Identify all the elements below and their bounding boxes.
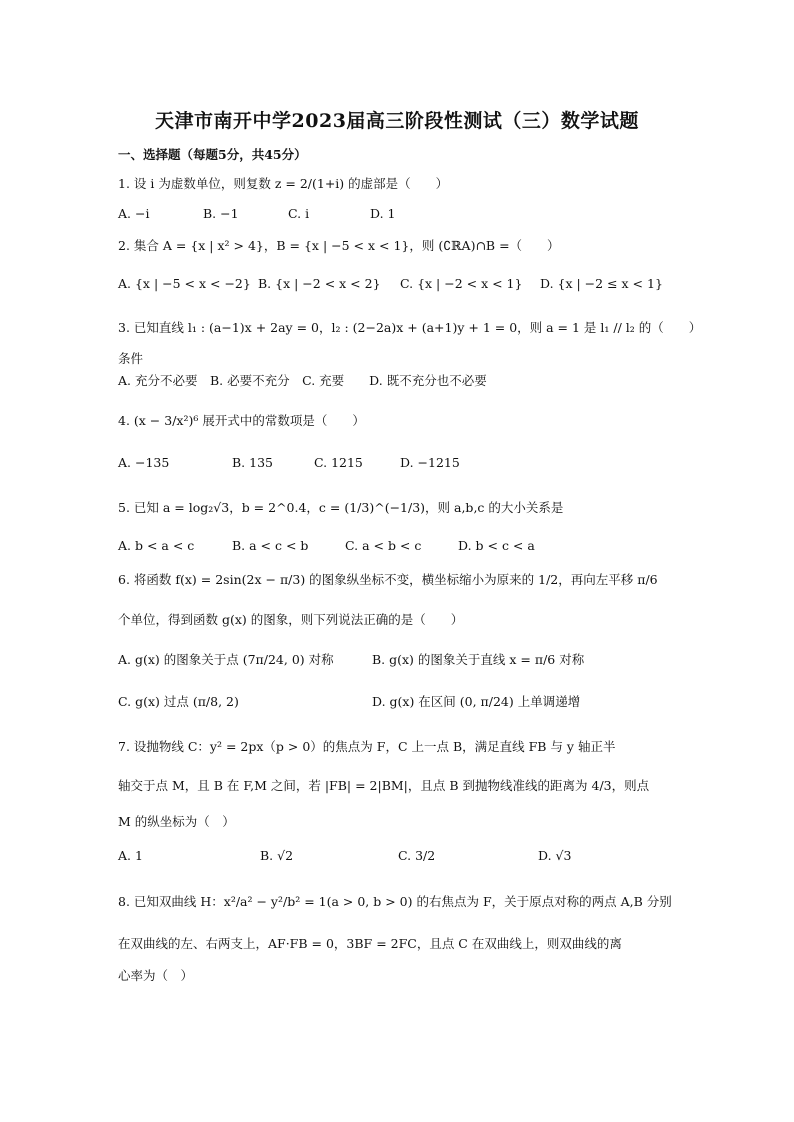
question-4-stem: 4. (x − 3/x²)⁶ 展开式中的常数项是（ ）: [118, 413, 365, 428]
question-4-option-c: C. 1215: [314, 455, 363, 470]
question-5-option-b: B. a < c < b: [232, 538, 309, 553]
question-1-option-d: D. 1: [370, 206, 396, 221]
question-5-option-c: C. a < b < c: [345, 538, 422, 553]
question-6-option-a: A. g(x) 的图象关于点 (7π/24, 0) 对称: [118, 652, 334, 667]
question-7-stem: 7. 设抛物线 C：y² = 2px（p > 0）的焦点为 F，C 上一点 B，满足直线 FB 与 y 轴正半: [118, 739, 616, 754]
question-2-option-b: B. {x | −2 < x < 2}: [258, 276, 381, 291]
question-1-option-a: A. −i: [118, 206, 150, 221]
question-7-option-d: D. √3: [538, 848, 572, 863]
section-heading: 一、选择题（每题5分，共45分）: [118, 147, 307, 162]
question-4-option-b: B. 135: [232, 455, 273, 470]
question-7-continuation-2: M 的纵坐标为（ ）: [118, 814, 235, 829]
question-3-stem: 3. 已知直线 l₁ : (a−1)x + 2ay = 0，l₂ : (2−2a)x + (a+1)y + 1 = 0，则 a = 1 是 l₁ // l₂ 的（ ）: [118, 320, 702, 335]
question-5-option-a: A. b < a < c: [118, 538, 195, 553]
page-title: 天津市南开中学2023届高三阶段性测试（三）数学试题: [155, 110, 639, 132]
question-6-option-b: B. g(x) 的图象关于直线 x = π/6 对称: [372, 652, 585, 667]
question-6-continuation: 个单位，得到函数 g(x) 的图象，则下列说法正确的是（ ）: [118, 612, 464, 627]
question-2-option-a: A. {x | −5 < x < −2}: [118, 276, 251, 291]
question-4-option-a: A. −135: [118, 455, 170, 470]
question-8-continuation-1: 在双曲线的左、右两支上，AF·FB = 0，3BF = 2FC，且点 C 在双曲线上，则双曲线的离: [118, 936, 622, 951]
question-1-option-c: C. i: [288, 206, 310, 221]
question-2-option-c: C. {x | −2 < x < 1}: [400, 276, 523, 291]
question-1-option-b: B. −1: [203, 206, 239, 221]
question-6-option-c: C. g(x) 过点 (π/8, 2): [118, 694, 239, 709]
question-4-option-d: D. −1215: [400, 455, 460, 470]
question-5-option-d: D. b < c < a: [458, 538, 535, 553]
question-7-continuation-1: 轴交于点 M，且 B 在 F,M 之间，若 |FB| = 2|BM|，且点 B 到抛物线准线的距离为 4/3，则点: [118, 778, 650, 793]
question-3-options: A. 充分不必要 B. 必要不充分 C. 充要 D. 既不充分也不必要: [118, 373, 487, 388]
question-2-option-d: D. {x | −2 ≤ x < 1}: [540, 276, 663, 291]
question-1-stem: 1. 设 i 为虚数单位，则复数 z = 2/(1+i) 的虚部是（ ）: [118, 176, 449, 191]
question-5-stem: 5. 已知 a = log₂√3，b = 2^0.4，c = (1/3)^(−1/3)，则 a,b,c 的大小关系是: [118, 500, 564, 515]
question-8-continuation-2: 心率为（ ）: [118, 968, 194, 983]
question-7-option-c: C. 3/2: [398, 848, 436, 863]
question-6-option-d: D. g(x) 在区间 (0, π/24) 上单调递增: [372, 694, 581, 709]
question-2-stem: 2. 集合 A = {x | x² > 4}，B = {x | −5 < x < 1}，则 (∁ℝA)∩B =（ ）: [118, 238, 560, 253]
question-8-stem: 8. 已知双曲线 H：x²/a² − y²/b² = 1(a > 0, b > 0) 的右焦点为 F，关于原点对称的两点 A,B 分别: [118, 894, 672, 909]
question-6-stem: 6. 将函数 f(x) = 2sin(2x − π/3) 的图象纵坐标不变，横坐标缩小为原来的 1/2，再向左平移 π/6: [118, 572, 658, 587]
question-3-continuation: 条件: [118, 351, 144, 366]
question-7-option-a: A. 1: [118, 848, 143, 863]
question-7-option-b: B. √2: [260, 848, 294, 863]
